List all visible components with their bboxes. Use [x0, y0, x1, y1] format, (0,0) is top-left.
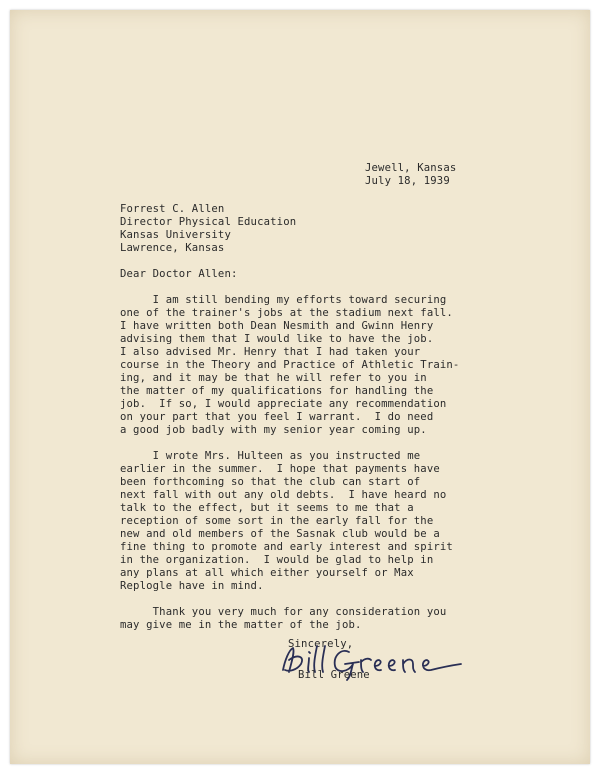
text-line: on your part that you feel I warrant. I do need [120, 411, 434, 423]
text-line: may give me in the matter of the job. [120, 619, 362, 631]
text-line: the matter of my qualifications for handling the [120, 385, 434, 397]
text-line: Replogle have in mind. [120, 580, 264, 592]
text-line: I am still bending my efforts toward securing [120, 294, 447, 306]
text-line: I have written both Dean Nesmith and Gwinn Henry [120, 320, 434, 332]
recipient-line: Lawrence, Kansas [120, 242, 225, 254]
text-line: advising them that I would like to have the job. [120, 333, 434, 345]
text-line: been forthcoming so that the club can start of [120, 476, 421, 488]
text-line: talk to the effect, but it seems to me that a [120, 502, 414, 514]
text-line: Thank you very much for any consideration you [120, 606, 447, 618]
text-line: next fall with out any old debts. I have heard no [120, 489, 447, 501]
text-line: reception of some sort in the early fall for the [120, 515, 434, 527]
text-line: fine thing to promote and early interest and spirit [120, 541, 453, 553]
salutation: Dear Doctor Allen: [120, 268, 238, 280]
text-line: one of the trainer's jobs at the stadium next fall. [120, 307, 453, 319]
recipient-line: Forrest C. Allen [120, 203, 225, 215]
text-line: in the organization. I would be glad to help in [120, 554, 434, 566]
letter-date: July 18, 1939 [365, 175, 450, 187]
text-line: a good job badly with my senior year coming up. [120, 424, 427, 436]
text-line: I also advised Mr. Henry that I had taken your [120, 346, 421, 358]
text-line: I wrote Mrs. Hulteen as you instructed me [120, 450, 421, 462]
text-line: any plans at all which either yourself or Max [120, 567, 414, 579]
text-line: new and old members of the Sasnak club would be a [120, 528, 440, 540]
text-line: earlier in the summer. I hope that payments have [120, 463, 440, 475]
text-line: ing, and it may be that he will refer to you in [120, 372, 427, 384]
recipient-line: Director Physical Education [120, 216, 297, 228]
typed-name: Bill Greene [298, 669, 370, 681]
text-line: job. If so, I would appreciate any recommendation [120, 398, 447, 410]
closing: Sincerely, [288, 638, 354, 650]
recipient-line: Kansas University [120, 229, 231, 241]
text-line: course in the Theory and Practice of Athletic Train- [120, 359, 460, 371]
letter-page [10, 10, 590, 764]
sender-place: Jewell, Kansas [365, 162, 457, 174]
